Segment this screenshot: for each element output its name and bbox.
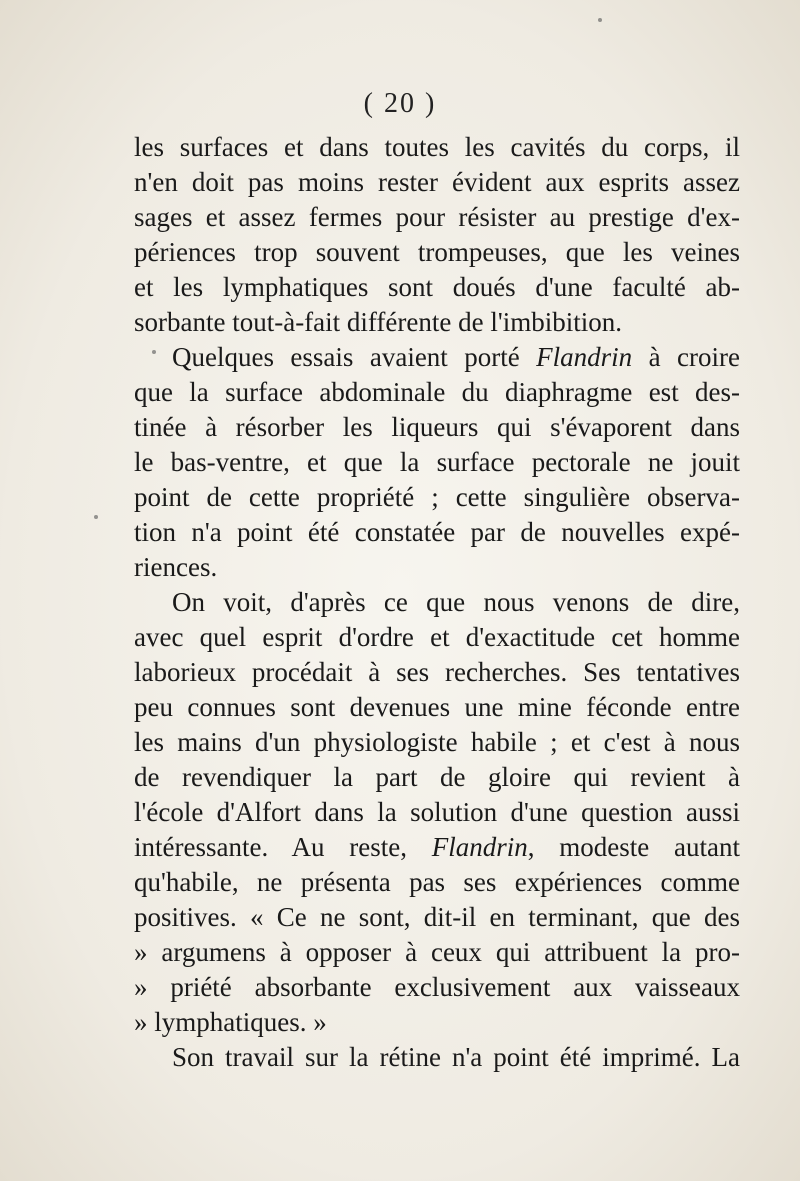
- body-text: [134, 130, 740, 1075]
- text-line: » argumens à opposer à ceux qui attribuent la pro-: [134, 937, 740, 967]
- text-segment: à croire: [632, 342, 740, 372]
- text-line: riences.: [134, 552, 218, 582]
- text-segment: intéressante. Au reste,: [134, 832, 432, 862]
- text-line: tion n'a point été constatée par de nouvelles expé-: [134, 517, 740, 547]
- text-line: » lymphatiques. »: [134, 1007, 327, 1037]
- text-line: [134, 830, 740, 865]
- text-line: On voit, d'après ce que nous venons de dire,: [172, 587, 740, 617]
- italic-name: Flandrin: [536, 342, 633, 372]
- text-line: laborieux procédait à ses recherches. Ses tentatives: [134, 657, 740, 687]
- text-line: périences trop souvent trompeuses, que les veines: [134, 237, 740, 267]
- text-line: avec quel esprit d'ordre et d'exactitude cet homme: [134, 622, 740, 652]
- text-line: et les lymphatiques sont doués d'une faculté ab-: [134, 272, 740, 302]
- paper-speck: [94, 515, 98, 519]
- italic-name: Flandrin: [431, 832, 528, 862]
- text-line: le bas-ventre, et que la surface pectorale ne jouit: [134, 447, 740, 477]
- text-segment: , modeste autant: [527, 832, 740, 862]
- paper-speck: [598, 18, 602, 22]
- page-number: ( 20 ): [363, 88, 437, 119]
- paper-speck: [152, 350, 156, 354]
- text-line: n'en doit pas moins rester évident aux esprits assez: [134, 167, 740, 197]
- text-line: sorbante tout-à-fait différente de l'imbibition.: [134, 307, 622, 337]
- text-line: les surfaces et dans toutes les cavités du corps, il: [134, 132, 740, 162]
- text-line: tinée à résorber les liqueurs qui s'évaporent dans: [134, 412, 740, 442]
- text-line: » priété absorbante exclusivement aux vaisseaux: [134, 972, 740, 1002]
- text-line: que la surface abdominale du diaphragme est des-: [134, 377, 740, 407]
- text-line: positives. « Ce ne sont, dit-il en terminant, que des: [134, 902, 740, 932]
- text-segment: Quelques essais avaient porté: [172, 342, 537, 372]
- text-line: de revendiquer la part de gloire qui revient à: [134, 762, 740, 792]
- text-line: les mains d'un physiologiste habile ; et c'est à nous: [134, 727, 740, 757]
- text-line: peu connues sont devenues une mine féconde entre: [134, 692, 740, 722]
- text-line: Son travail sur la rétine n'a point été imprimé. La: [172, 1042, 740, 1072]
- text-line: l'école d'Alfort dans la solution d'une question aussi: [134, 797, 740, 827]
- text-line: point de cette propriété ; cette singulière observa-: [134, 482, 740, 512]
- text-line: [134, 340, 740, 375]
- text-line: sages et assez fermes pour résister au prestige d'ex-: [134, 202, 740, 232]
- text-line: qu'habile, ne présenta pas ses expériences comme: [134, 867, 740, 897]
